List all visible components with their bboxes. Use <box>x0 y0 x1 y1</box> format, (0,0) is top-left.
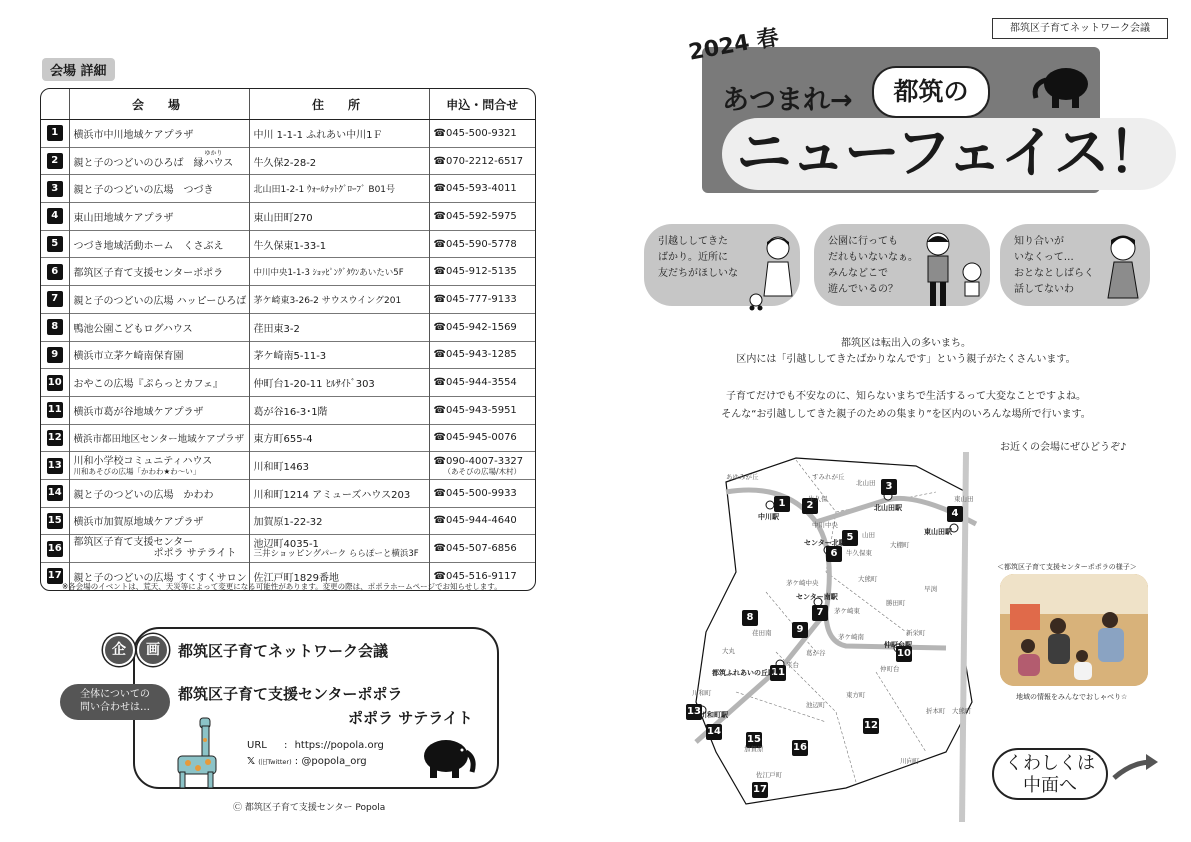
venue-tel-cell <box>429 452 535 480</box>
nearby-note: お近くの会場にぜひどうぞ♪ <box>1000 442 1127 453</box>
venue-tel: ☎045-507-6856 <box>429 535 535 563</box>
venue-number: 4 <box>47 208 63 224</box>
venue-name-sub: ポポラ サテライト <box>153 548 237 560</box>
table-header-row <box>41 89 535 120</box>
url-line: URL : https://popola.org <box>247 740 384 751</box>
photo-caption: ＜都筑区子育て支援センターポポラの様子＞ <box>997 563 1137 571</box>
x-line: 𝕏 (旧Twitter) : @popola_org <box>247 756 367 767</box>
hero-year: 2024 春 <box>686 25 781 66</box>
area-label: 荏田南 <box>752 629 772 637</box>
area-label: 加賀原 <box>744 745 764 753</box>
bubble-line: 公園に行っても <box>828 236 898 247</box>
venue-ruby: ゆかり <box>204 149 223 157</box>
venue-number: 15 <box>47 513 63 529</box>
map-marker: 2 <box>802 498 818 514</box>
area-label: すみれが丘 <box>812 473 845 481</box>
plan-char: 画 <box>137 634 169 666</box>
organizer-title: 都筑区子育てネットワーク会議 <box>178 642 389 660</box>
map-marker: 12 <box>863 718 879 734</box>
venue-number: 13 <box>47 458 63 474</box>
bubble-line: ばかり。近所に <box>658 252 728 263</box>
area-label: 平台 <box>786 661 799 669</box>
area-label: 葛が谷 <box>806 649 826 657</box>
venue-photo <box>1000 574 1148 686</box>
map-marker: 3 <box>881 479 897 495</box>
father-child-illustration <box>920 230 992 310</box>
venue-tel: ☎045-592-5975 <box>429 203 535 231</box>
map-marker: 16 <box>792 740 808 756</box>
details-line: くわしくは <box>1005 753 1095 774</box>
area-label: 東山田 <box>954 495 974 503</box>
photo-illustration <box>1000 574 1148 686</box>
header-blank <box>41 89 69 120</box>
venue-number: 16 <box>47 541 63 557</box>
area-label: 川向町 <box>900 757 920 765</box>
venue-tel: ☎045-500-9933 <box>429 479 535 507</box>
venue-address: 川和町1463 <box>249 452 429 480</box>
venue-note: ※各会場のイベントは、荒天、天災等によって変更になる可能性があります。変更の際は、ポポラホームページでお知らせします。 <box>62 582 502 591</box>
map-marker: 11 <box>770 665 786 681</box>
venue-name-cell <box>69 147 249 175</box>
area-label: あゆみが丘 <box>726 473 759 481</box>
venue-address: 牛久保2-28-2 <box>249 147 429 175</box>
venue-name-sub: 川和あそびの広場「かわわ★わ～い」 <box>73 466 201 476</box>
station-label: 仲町台駅 <box>884 641 912 649</box>
area-label: 茅ケ崎東 <box>834 607 860 615</box>
intro-text: そんな“お引越ししてきた親子のための集まり”を区内のいろんな場所で行います。 <box>721 409 1091 420</box>
venue-name: 横浜市都田地区センター地域ケアプラザ <box>69 424 249 452</box>
venue-name: つづき地域活動ホーム くさぶえ <box>69 230 249 258</box>
venue-tel: ☎045-945-0076 <box>429 424 535 452</box>
inquiry-line: 全体についての <box>80 689 150 700</box>
venue-address: 茅ケ崎東3-26-2 サウスウイング201 <box>249 286 429 314</box>
intro-text: 子育てだけでも不安なのに、知らないまちで生活するって大変なことですよね。 <box>726 391 1086 402</box>
venue-address: 北山田1-2-1 ｳｫｰﾙﾅｯﾄｸﾞﾛｰﾌﾞ B01号 <box>249 175 429 203</box>
map-marker: 6 <box>826 546 842 562</box>
table-row <box>41 535 535 563</box>
map-marker: 5 <box>842 530 858 546</box>
venue-name: 親と子のつどいの広場 すくすくサロン <box>69 563 249 590</box>
venue-address: 加賀原1-22-32 <box>249 507 429 535</box>
bubble-line: 遊んでいるの？ <box>828 284 898 295</box>
venue-tel: ☎045-944-3554 <box>429 369 535 397</box>
station-label: センター南駅 <box>796 593 838 601</box>
venue-name: 東山田地域ケアプラザ <box>69 203 249 231</box>
venue-number: 11 <box>47 402 63 418</box>
bubble-line: だれもいないなぁ。 <box>828 252 918 263</box>
bubble-line: いなくって… <box>1014 252 1074 263</box>
venue-number: 17 <box>47 568 63 584</box>
venue-name: 都筑区子育て支援センターポポラ <box>69 258 249 286</box>
table-row <box>41 258 535 286</box>
map-marker: 15 <box>746 732 762 748</box>
bubble-line: 知り合いが <box>1014 236 1064 247</box>
map-marker: 8 <box>742 610 758 626</box>
hero-title: ニューフェイス！ <box>722 118 1176 190</box>
venue-tel: ☎045-943-1285 <box>429 341 535 369</box>
station-label: センター北駅 <box>804 539 846 547</box>
area-label: 牛久保 <box>808 495 828 503</box>
venue-name: 鴨池公園こどもログハウス <box>69 313 249 341</box>
elephant-illustration <box>418 736 478 780</box>
venue-name: 親と子のつどいの広場 つづき <box>69 175 249 203</box>
header-venue: 会 場 <box>69 89 249 120</box>
area-label: 山田 <box>862 531 875 539</box>
photo-subcaption: 地域の情報をみんなでおしゃべり☆ <box>1016 693 1128 701</box>
x-handle-link[interactable]: @popola_org <box>301 756 367 767</box>
venue-name: 横浜市葛が谷地域ケアプラザ <box>69 396 249 424</box>
plan-char: 企 <box>103 634 135 666</box>
intro-text: 区内には「引越ししてきたばかりなんです」という親子がたくさんいます。 <box>736 354 1076 365</box>
bubble-line: 話してないわ <box>1014 284 1074 295</box>
venue-name: 横浜市加賀原地域ケアプラザ <box>69 507 249 535</box>
venue-number: 9 <box>47 347 63 363</box>
table-row <box>41 120 535 148</box>
area-label: 大熊町 <box>858 575 878 583</box>
bubble-line: おとなとしばらく <box>1014 268 1094 279</box>
venue-number: 2 <box>47 153 63 169</box>
map-marker: 10 <box>896 646 912 662</box>
area-label: 大丸 <box>722 647 735 655</box>
area-label: 茅ケ崎南 <box>838 633 864 641</box>
map-marker: 13 <box>686 704 702 720</box>
header-contact: 申込・問合せ <box>429 89 535 120</box>
venue-address: 池辺町4035-1 <box>253 538 319 550</box>
map-marker: 14 <box>706 724 722 740</box>
venue-tel: ☎045-944-4640 <box>429 507 535 535</box>
network-tag: 都筑区子育てネットワーク会議 <box>992 18 1168 39</box>
venue-address: 仲町台1-20-11 ﾋﾙｻｲﾄﾞ303 <box>249 369 429 397</box>
website-link[interactable]: https://popola.org <box>294 740 384 751</box>
venue-number: 14 <box>47 485 63 501</box>
map-marker: 7 <box>812 605 828 621</box>
area-label: 佐江戸町 <box>756 771 782 779</box>
map-marker: 1 <box>774 496 790 512</box>
station-label: 川和町駅 <box>700 711 728 719</box>
area-label: 池辺町 <box>806 701 826 709</box>
venue-number: 12 <box>47 430 63 446</box>
inquiry-line: 問い合わせは… <box>80 702 150 713</box>
area-label: 大棚町 <box>890 541 910 549</box>
table-row <box>41 479 535 507</box>
area-label: 折本町 <box>926 707 946 715</box>
intro-text: 都筑区は転出入の多いまち。 <box>841 338 971 349</box>
venue-tel: ☎090-4007-3327 <box>433 455 524 467</box>
venue-tel-sub: （あそびの広場/木村） <box>443 466 522 476</box>
copyright: Ⓒ 都筑区子育て支援センター Popola <box>233 803 386 813</box>
area-label: 牛久保東 <box>846 549 872 557</box>
venue-number: 6 <box>47 264 63 280</box>
venue-number: 7 <box>47 291 63 307</box>
venue-name: 川和小学校コミュニティハウス <box>73 455 213 467</box>
venue-address: 中川 1-1-1 ふれあい中川1Ｆ <box>249 120 429 148</box>
venue-name-cell <box>69 535 249 563</box>
venue-name: 横浜市立茅ケ崎南保育園 <box>69 341 249 369</box>
section-title: 会場 詳細 <box>42 58 115 81</box>
arrow-right-icon <box>1112 752 1160 782</box>
venue-address: 中川中央1-1-3 ｼｮｯﾋﾟﾝｸﾞﾀｳﾝあいたい5F <box>249 258 429 286</box>
venue-tel: ☎045-593-4011 <box>429 175 535 203</box>
venue-number: 8 <box>47 319 63 335</box>
area-label: 早渕 <box>924 585 937 593</box>
mother-illustration <box>748 234 798 312</box>
venue-table <box>40 88 536 591</box>
venue-number: 3 <box>47 181 63 197</box>
x-logo-icon: 𝕏 <box>247 756 256 767</box>
area-label: 中川中央 <box>812 521 838 529</box>
station-label: 東山田駅 <box>924 528 952 536</box>
venue-name: 親と子のつどいのひろば 縁ハウス <box>73 157 234 169</box>
venue-address: 牛久保東1-33-1 <box>249 230 429 258</box>
area-label: 茅ケ崎中央 <box>786 579 819 587</box>
area-label: 大熊町 <box>952 707 972 715</box>
venue-tel: ☎045-943-5951 <box>429 396 535 424</box>
venue-tel: ☎045-590-5778 <box>429 230 535 258</box>
station-label: 都筑ふれあいの丘駅 <box>712 669 775 677</box>
woman-illustration <box>1100 232 1146 310</box>
venue-name-cell <box>69 452 249 480</box>
center-name: 都筑区子育て支援センターポポラ <box>178 685 403 703</box>
venue-name: 横浜市中川地域ケアプラザ <box>69 120 249 148</box>
area-label: 勝田町 <box>886 599 906 607</box>
giraffe-illustration <box>174 716 226 790</box>
venue-tel: ☎045-516-9117 <box>429 563 535 590</box>
table-row <box>41 452 535 480</box>
table-row <box>41 396 535 424</box>
bubble-line: みんなどこで <box>828 268 888 279</box>
bubble-line: 友だちがほしいな <box>658 268 738 279</box>
hero-line1: あつまれ→ <box>722 85 853 116</box>
table-row <box>41 369 535 397</box>
map-marker: 4 <box>947 506 963 522</box>
url-label: URL <box>247 740 267 751</box>
table-row <box>41 424 535 452</box>
area-label: 東方町 <box>846 691 866 699</box>
area-label: 仲町台 <box>880 665 900 673</box>
venue-number: 1 <box>47 125 63 141</box>
venue-address: 荏田東3-2 <box>249 313 429 341</box>
table-row <box>41 203 535 231</box>
venue-number: 10 <box>47 375 63 391</box>
table-row <box>41 147 535 175</box>
venue-address: 葛が谷16-3･1階 <box>249 396 429 424</box>
venue-tel: ☎045-942-1569 <box>429 313 535 341</box>
area-label: 川和町 <box>692 689 712 697</box>
venue-tel: ☎045-500-9321 <box>429 120 535 148</box>
venue-name: 親と子のつどいの広場 かわわ <box>69 479 249 507</box>
venue-tel: ☎045-912-5135 <box>429 258 535 286</box>
venue-address: 佐江戸町1829番地 <box>249 563 429 590</box>
details-bubble <box>992 748 1108 800</box>
table-row <box>41 341 535 369</box>
area-label: 新栄町 <box>906 629 926 637</box>
details-line: 中面へ <box>1023 775 1077 796</box>
venue-map <box>676 452 986 822</box>
venue-address: 東方町655-4 <box>249 424 429 452</box>
venue-name: 親と子のつどいの広場 ハッピーひろば <box>69 286 249 314</box>
venue-address: 茅ケ崎南5-11-3 <box>249 341 429 369</box>
venue-address: 東山田町270 <box>249 203 429 231</box>
table-row <box>41 286 535 314</box>
plan-badge <box>103 634 169 666</box>
area-label: 北山田 <box>856 479 876 487</box>
table-row <box>41 507 535 535</box>
station-label: 北山田駅 <box>874 504 902 512</box>
station-label: 中川駅 <box>758 513 779 521</box>
table-row <box>41 313 535 341</box>
elephant-icon <box>1028 62 1092 112</box>
venue-tel: ☎070-2212-6517 <box>429 147 535 175</box>
header-address: 住 所 <box>249 89 429 120</box>
bubble-line: 引越ししてきた <box>658 236 728 247</box>
satellite-name: ポポラ サテライト <box>348 709 473 727</box>
venue-address: 川和町1214 アミューズハウス203 <box>249 479 429 507</box>
table-row <box>41 175 535 203</box>
venue-name: おやこの広場『ぷらっとカフェ』 <box>69 369 249 397</box>
venue-address-cell <box>249 535 429 563</box>
table-row <box>41 230 535 258</box>
hero-tsuzuki: 都筑の <box>872 66 990 118</box>
x-label: (旧Twitter) <box>258 758 292 766</box>
venue-number: 5 <box>47 236 63 252</box>
venue-address-sub: 三井ショッピングパーク ららぽーと横浜3F <box>253 548 419 559</box>
venue-name: 都筑区子育て支援センター <box>73 537 194 549</box>
inquiry-bubble <box>60 684 170 720</box>
map-marker: 17 <box>752 782 768 798</box>
venue-tel: ☎045-777-9133 <box>429 286 535 314</box>
map-marker: 9 <box>792 622 808 638</box>
